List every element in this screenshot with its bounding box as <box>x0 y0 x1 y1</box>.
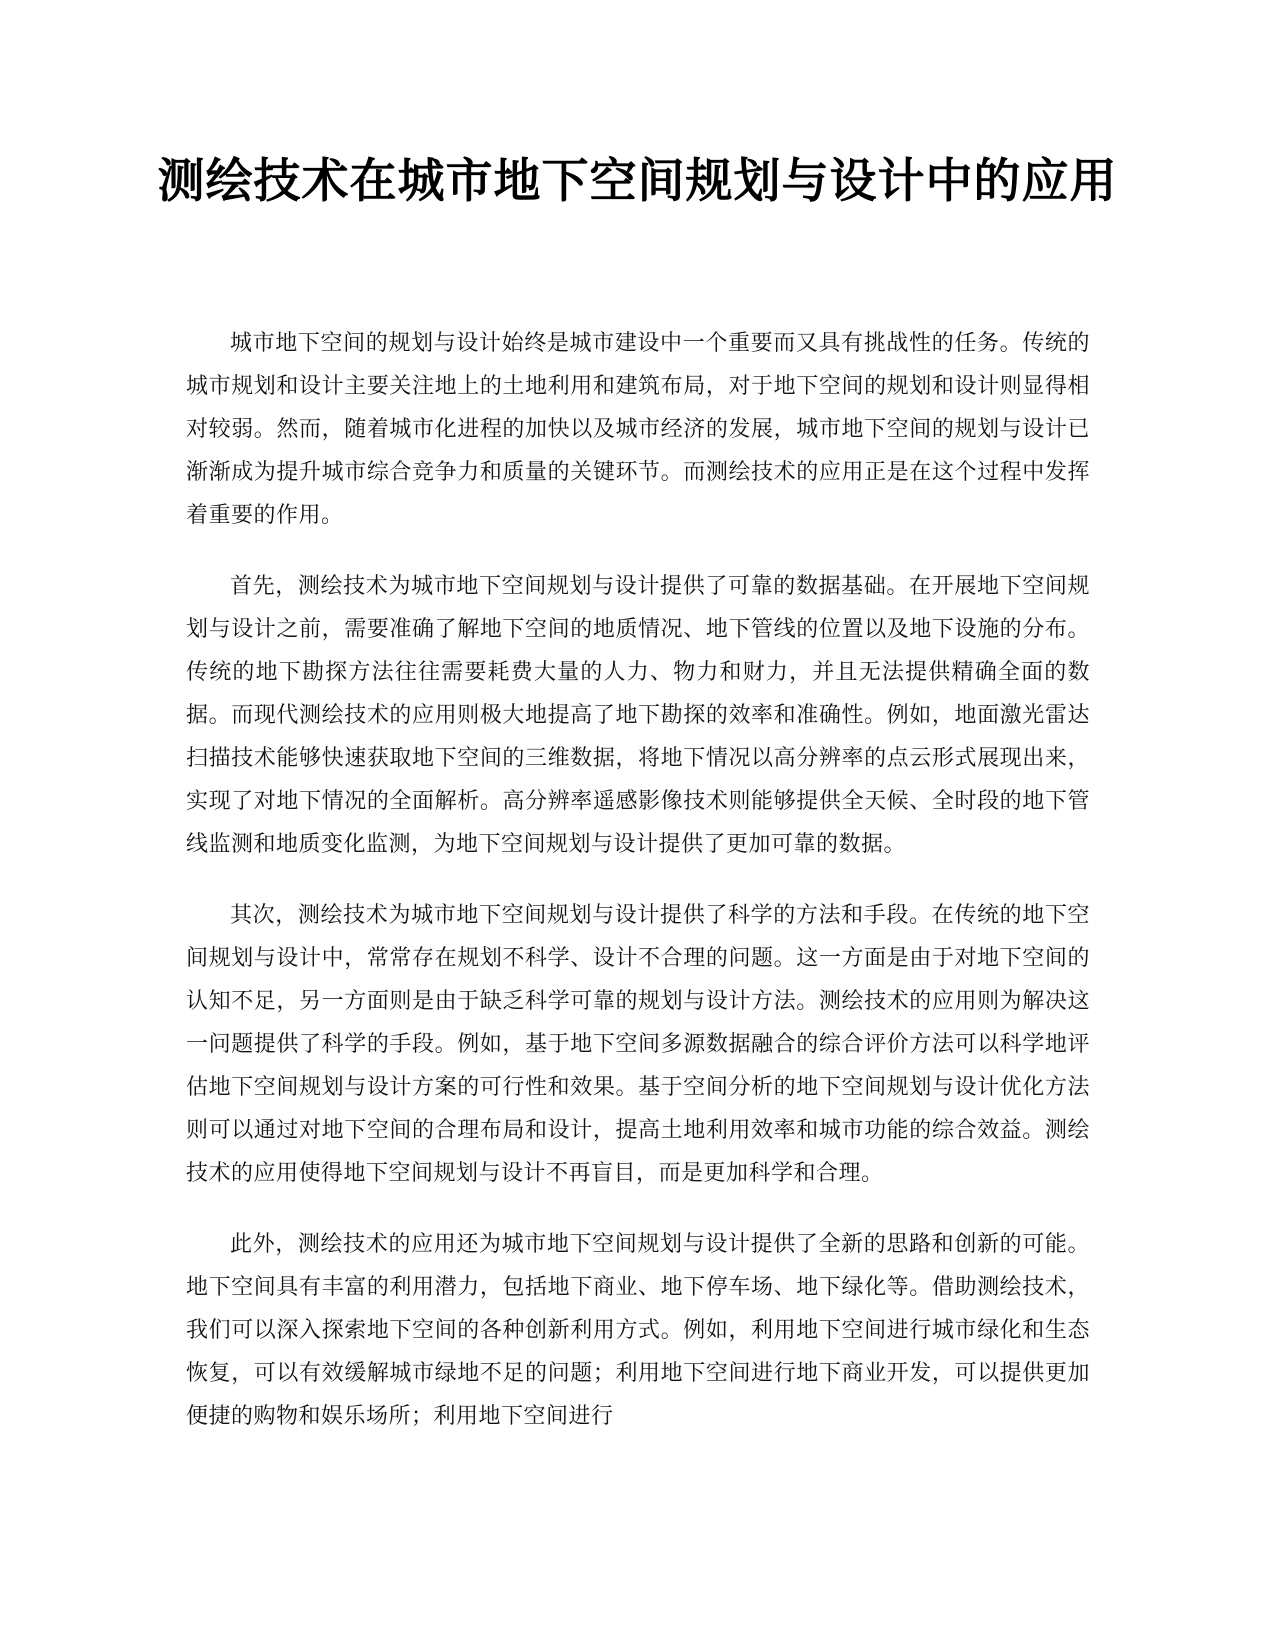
document-title: 测绘技术在城市地下空间规划与设计中的应用 <box>157 154 1118 209</box>
paragraph-2: 首先，测绘技术为城市地下空间规划与设计提供了可靠的数据基础。在开展地下空间规划与设计之前，需要准确了解地下空间的地质情况、地下管线的位置以及地下设施的分布。传统的地下勘探方法往往需要耗费大量的人力、物力和财力，并且无法提供精确全面的数据。而现代测绘技术的应用则极大地提高了地下勘探的效率和准确性。例如，地面激光雷达扫描技术能够快速获取地下空间的三维数据，将地下情况以高分辨率的点云形式展现出来，实现了对地下情况的全面解析。高分辨率遥感影像技术则能够提供全天候、全时段的地下管线监测和地质变化监测，为地下空间规划与设计提供了更加可靠的数据。 <box>186 574 1090 857</box>
document-body <box>186 322 1090 1466</box>
paragraph-3: 其次，测绘技术为城市地下空间规划与设计提供了科学的方法和手段。在传统的地下空间规划与设计中，常常存在规划不科学、设计不合理的问题。这一方面是由于对地下空间的认知不足，另一方面则是由于缺乏科学可靠的规划与设计方法。测绘技术的应用则为解决这一问题提供了科学的手段。例如，基于地下空间多源数据融合的综合评价方法可以科学地评估地下空间规划与设计方案的可行性和效果。基于空间分析的地下空间规划与设计优化方法则可以通过对地下空间的合理布局和设计，提高土地利用效率和城市功能的综合效益。测绘技术的应用使得地下空间规划与设计不再盲目，而是更加科学和合理。 <box>186 903 1090 1186</box>
paragraph-4: 此外，测绘技术的应用还为城市地下空间规划与设计提供了全新的思路和创新的可能。地下空间具有丰富的利用潜力，包括地下商业、地下停车场、地下绿化等。借助测绘技术，我们可以深入探索地下空间的各种创新利用方式。例如，利用地下空间进行城市绿化和生态恢复，可以有效缓解城市绿地不足的问题；利用地下空间进行地下商业开发，可以提供更加便捷的购物和娱乐场所；利用地下空间进行 <box>186 1232 1090 1429</box>
paragraph-1: 城市地下空间的规划与设计始终是城市建设中一个重要而又具有挑战性的任务。传统的城市规划和设计主要关注地上的土地利用和建筑布局，对于地下空间的规划和设计则显得相对较弱。然而，随着城市化进程的加快以及城市经济的发展，城市地下空间的规划与设计已渐渐成为提升城市综合竞争力和质量的关键环节。而测绘技术的应用正是在这个过程中发挥着重要的作用。 <box>186 331 1090 528</box>
